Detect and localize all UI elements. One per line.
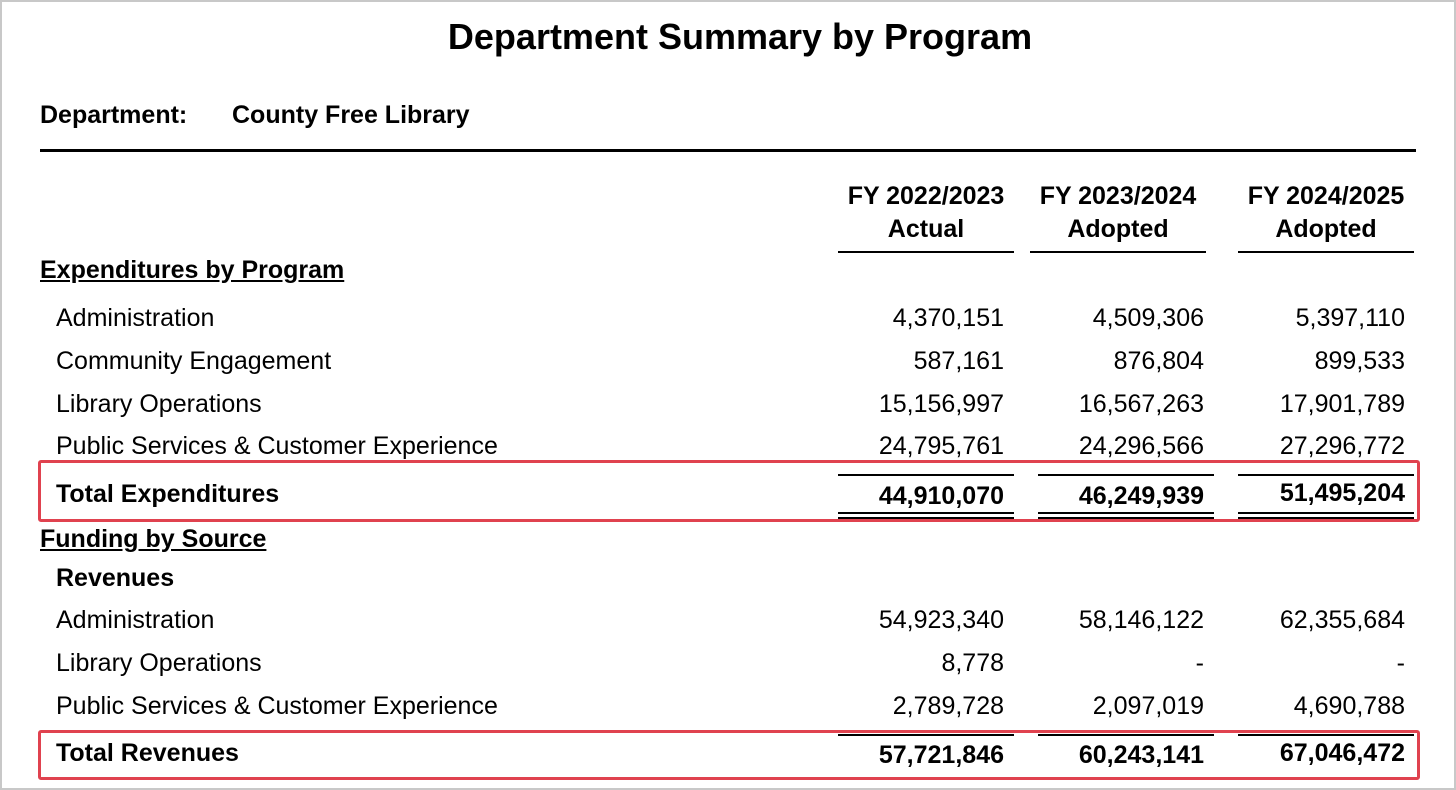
expenditure-value: 24,296,566 bbox=[1078, 432, 1204, 460]
expenditure-value: 4,509,306 bbox=[1092, 304, 1204, 332]
column-header-rule bbox=[1238, 251, 1414, 253]
revenue-value: 54,923,340 bbox=[878, 606, 1004, 634]
header-divider bbox=[40, 149, 1416, 152]
funding-heading: Funding by Source bbox=[40, 525, 267, 553]
revenue-value: 8,778 bbox=[941, 649, 1004, 677]
expenditure-value: 5,397,110 bbox=[1295, 304, 1405, 332]
revenue-value: 4,690,788 bbox=[1293, 692, 1405, 720]
total-expenditures-label: Total Expenditures bbox=[56, 480, 280, 508]
revenue-value: - bbox=[1396, 649, 1405, 677]
column-header-type: Adopted bbox=[1067, 215, 1169, 243]
total-expenditures-value: 44,910,070 bbox=[878, 482, 1004, 510]
expenditures-heading: Expenditures by Program bbox=[40, 256, 345, 284]
column-header-year: FY 2024/2025 bbox=[1247, 182, 1405, 210]
revenue-value: 58,146,122 bbox=[1078, 606, 1204, 634]
column-header-type: Actual bbox=[887, 215, 965, 243]
revenues-subheading: Revenues bbox=[56, 564, 175, 592]
revenue-value: 62,355,684 bbox=[1279, 606, 1405, 634]
expenditure-value: 899,533 bbox=[1314, 347, 1405, 375]
column-header-year: FY 2022/2023 bbox=[847, 182, 1005, 210]
department-label: Department: bbox=[40, 101, 188, 129]
column-header-fy2324 bbox=[1030, 180, 1206, 246]
total-revenues-value: 57,721,846 bbox=[878, 741, 1004, 769]
total-expenditures-value: 46,249,939 bbox=[1078, 482, 1204, 510]
expenditure-value: 15,156,997 bbox=[878, 390, 1004, 418]
total-expenditures-value: 51,495,204 bbox=[1279, 479, 1405, 507]
expenditure-row-label: Administration bbox=[56, 304, 215, 332]
expenditure-row-label: Public Services & Customer Experience bbox=[56, 432, 498, 460]
department-name: County Free Library bbox=[232, 101, 470, 129]
expenditure-value: 17,901,789 bbox=[1279, 390, 1405, 418]
column-header-fy2425 bbox=[1238, 180, 1414, 246]
expenditure-value: 4,370,151 bbox=[892, 304, 1004, 332]
total-revenues-highlight bbox=[38, 730, 1420, 780]
revenue-value: - bbox=[1195, 649, 1204, 677]
total-expenditures-highlight bbox=[38, 460, 1420, 522]
expenditure-value: 24,795,761 bbox=[878, 432, 1004, 460]
column-header-rule bbox=[838, 251, 1014, 253]
column-header-fy2223 bbox=[838, 180, 1014, 246]
total-revenues-value: 60,243,141 bbox=[1078, 741, 1204, 769]
expenditure-row-label: Library Operations bbox=[56, 390, 262, 418]
total-revenues-label: Total Revenues bbox=[56, 739, 239, 767]
revenue-value: 2,097,019 bbox=[1092, 692, 1204, 720]
expenditure-value: 876,804 bbox=[1113, 347, 1204, 375]
revenue-row-label: Public Services & Customer Experience bbox=[56, 692, 498, 720]
total-revenues-value: 67,046,472 bbox=[1279, 739, 1405, 767]
expenditure-value: 587,161 bbox=[913, 347, 1004, 375]
revenue-row-label: Library Operations bbox=[56, 649, 262, 677]
column-header-type: Adopted bbox=[1275, 215, 1377, 243]
column-header-rule bbox=[1030, 251, 1206, 253]
expenditure-value: 27,296,772 bbox=[1279, 432, 1405, 460]
column-header-year: FY 2023/2024 bbox=[1039, 182, 1197, 210]
expenditure-value: 16,567,263 bbox=[1078, 390, 1204, 418]
page-title: Department Summary by Program bbox=[447, 16, 1033, 57]
expenditure-row-label: Community Engagement bbox=[56, 347, 332, 375]
revenue-value: 2,789,728 bbox=[892, 692, 1004, 720]
revenue-row-label: Administration bbox=[56, 606, 215, 634]
